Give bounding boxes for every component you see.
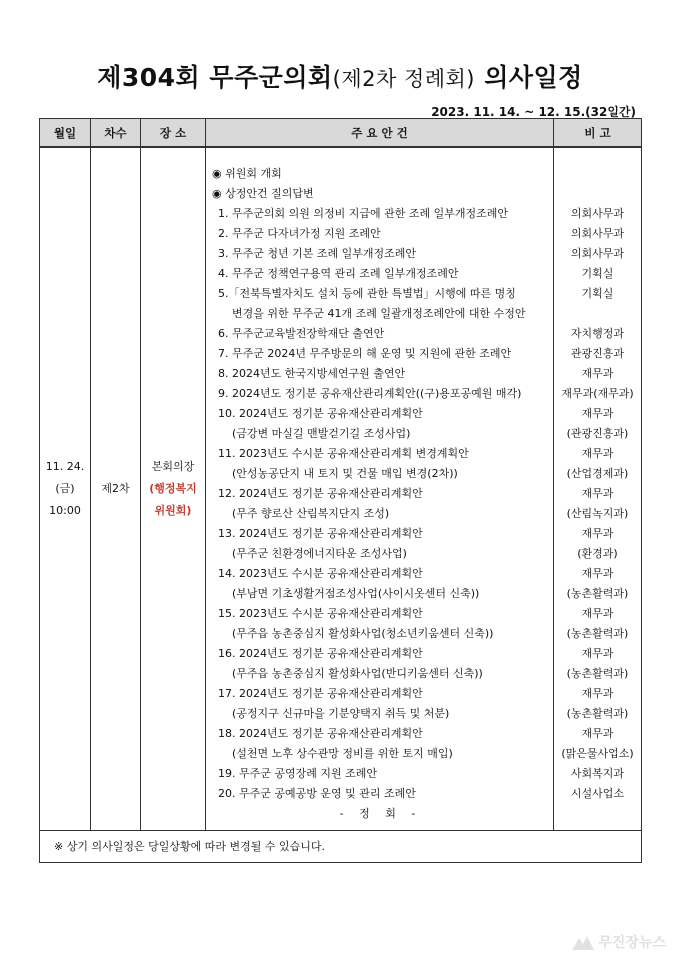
agenda-line: (공정지구 신규마을 기분양택지 취득 및 처분): [232, 707, 450, 720]
remark-line: 시설사업소: [570, 787, 625, 800]
agenda-line: 5.「전북특별자치도 설치 등에 관한 특별법」시행에 따른 명칭: [218, 287, 516, 300]
agenda-line: 18. 2024년도 정기분 공유재산관리계획안: [218, 727, 423, 740]
date-cell: [40, 147, 91, 831]
session-weekday: (금): [55, 482, 75, 495]
place-cell: [141, 147, 206, 831]
remarks-cell: [554, 147, 642, 831]
agenda-line: ◉ 위원회 개회: [212, 167, 282, 180]
header-date: 월일: [40, 119, 91, 148]
footnote: ※ 상기 의사일정은 당일상황에 따라 변경될 수 있습니다.: [40, 831, 642, 863]
order-cell: [91, 147, 141, 831]
agenda-cell: [206, 147, 554, 831]
agenda-line: 3. 무주군 청년 기본 조례 일부개정조례안: [218, 247, 416, 260]
remark-line: 재무과(재무과): [561, 387, 634, 400]
agenda-line: 19. 무주군 공영장례 지원 조례안: [218, 767, 377, 780]
agenda-line: 16. 2024년도 정기분 공유재산관리계획안: [218, 647, 423, 660]
remark-line: 의회사무과: [570, 247, 625, 260]
header-remarks: 비 고: [554, 119, 642, 148]
agenda-line: 13. 2024년도 정기분 공유재산관리계획안: [218, 527, 423, 540]
remark-line: 재무과: [581, 727, 614, 740]
remark-line: [554, 804, 641, 824]
agenda-line: ◉ 상정안건 질의답변: [212, 187, 314, 200]
schedule-period: 2023. 11. 14. ~ 12. 15.(32일간): [431, 105, 636, 119]
remark-line: 재무과: [581, 487, 614, 500]
remark-line: [554, 304, 641, 324]
agenda-line: 9. 2024년도 정기분 공유재산관리계획안((구)용포공예원 매각): [218, 387, 522, 400]
page-title: [0, 58, 680, 94]
agenda-line: 2. 무주군 다자녀가정 지원 조례안: [218, 227, 381, 240]
remark-line: (농촌활력과): [566, 707, 629, 720]
remark-line: 재무과: [581, 407, 614, 420]
header-agenda: 주 요 안 건: [206, 119, 554, 148]
remark-line: 재무과: [581, 567, 614, 580]
header-place: 장 소: [141, 119, 206, 148]
agenda-line: 8. 2024년도 한국지방세연구원 출연안: [218, 367, 406, 380]
agenda-line: (설천면 노후 상수관망 정비를 위한 토지 매입): [232, 747, 453, 760]
agenda-list: [212, 164, 549, 824]
remark-line: 재무과: [581, 447, 614, 460]
remark-line: (농촌활력과): [566, 587, 629, 600]
session-order: 제2차: [101, 482, 130, 495]
remark-line: 재무과: [581, 367, 614, 380]
remark-line: 재무과: [581, 647, 614, 660]
agenda-line: 1. 무주군의회 의원 의정비 지급에 관한 조례 일부개정조례안: [218, 207, 508, 220]
title-tail: 의사일정: [475, 63, 583, 92]
remark-line: (농촌활력과): [566, 667, 629, 680]
agenda-line: (무주읍 농촌중심지 활성화사업(청소년키움센터 신축)): [232, 627, 494, 640]
agenda-line: (무주 향로산 산림복지단지 조성): [232, 507, 390, 520]
watermark-text: 무진장뉴스: [598, 935, 666, 951]
remark-line: 자치행정과: [570, 327, 625, 340]
agenda-line: 6. 무주군교육발전장학재단 출연안: [218, 327, 385, 340]
agenda-line: 4. 무주군 정책연구용역 관리 조례 일부개정조례안: [218, 267, 459, 280]
committee-name-line2: 위원회): [154, 504, 192, 517]
remark-line: (환경과): [577, 547, 618, 560]
note-row: [40, 831, 642, 863]
remarks-list: [554, 204, 641, 824]
mountain-logo-icon: [572, 934, 594, 950]
agenda-line: 12. 2024년도 정기분 공유재산관리계획안: [218, 487, 423, 500]
agenda-line: 7. 무주군 2024년 무주방문의 해 운영 및 지원에 관한 조례안: [218, 347, 512, 360]
committee-name-line1: (행정복지: [149, 482, 197, 495]
remark-line: 재무과: [581, 607, 614, 620]
remark-line: (맑은물사업소): [561, 747, 634, 760]
remark-line: (산림녹지과): [566, 507, 629, 520]
remark-line: 기획실: [581, 287, 614, 300]
agenda-line: 변경을 위한 무주군 41개 조례 일괄개정조례안에 대한 수정안: [232, 307, 526, 320]
remark-line: 의회사무과: [570, 227, 625, 240]
session-place: 본회의장: [151, 460, 195, 473]
remark-line: 재무과: [581, 527, 614, 540]
session-date: 11. 24.: [45, 460, 85, 473]
agenda-line: 11. 2023년도 수시분 공유재산관리계획 변경계획안: [218, 447, 469, 460]
remark-line: 사회복지과: [570, 767, 625, 780]
agenda-line: 15. 2023년도 수시분 공유재산관리계획안: [218, 607, 423, 620]
watermark: [572, 932, 666, 952]
agenda-line: (부남면 기초생활거점조성사업(사이시옷센터 신축)): [232, 587, 480, 600]
remark-line: 기획실: [581, 267, 614, 280]
title-main: 제304회 무주군의회: [97, 63, 333, 92]
agenda-line: (무주군 친환경에너지타운 조성사업): [232, 547, 407, 560]
remark-line: 의회사무과: [570, 207, 625, 220]
agenda-line: 20. 무주군 공예공방 운영 및 관리 조례안: [218, 787, 416, 800]
agenda-line: (안성농공단지 내 토지 및 건물 매입 변경(2차)): [232, 467, 458, 480]
agenda-line: (무주읍 농촌중심지 활성화사업(반디키움센터 신축)): [232, 667, 483, 680]
remark-line: (관광진흥과): [566, 427, 629, 440]
remark-line: 재무과: [581, 687, 614, 700]
agenda-line: 14. 2023년도 수시분 공유재산관리계획안: [218, 567, 423, 580]
agenda-line: (금강변 마실길 맨발걷기길 조성사업): [232, 427, 411, 440]
agenda-line: 10. 2024년도 정기분 공유재산관리계획안: [218, 407, 423, 420]
schedule-table: [39, 118, 642, 863]
table-header-row: [40, 119, 642, 148]
recess-label: - 정 회 -: [339, 807, 422, 820]
header-order: 차수: [91, 119, 141, 148]
remark-line: (산업경제과): [566, 467, 629, 480]
title-sub: (제2차 정례회): [332, 67, 475, 91]
remark-line: (농촌활력과): [566, 627, 629, 640]
session-time: 10:00: [49, 504, 81, 517]
table-row: [40, 147, 642, 831]
remark-line: 관광진흥과: [570, 347, 625, 360]
agenda-line: 17. 2024년도 정기분 공유재산관리계획안: [218, 687, 423, 700]
